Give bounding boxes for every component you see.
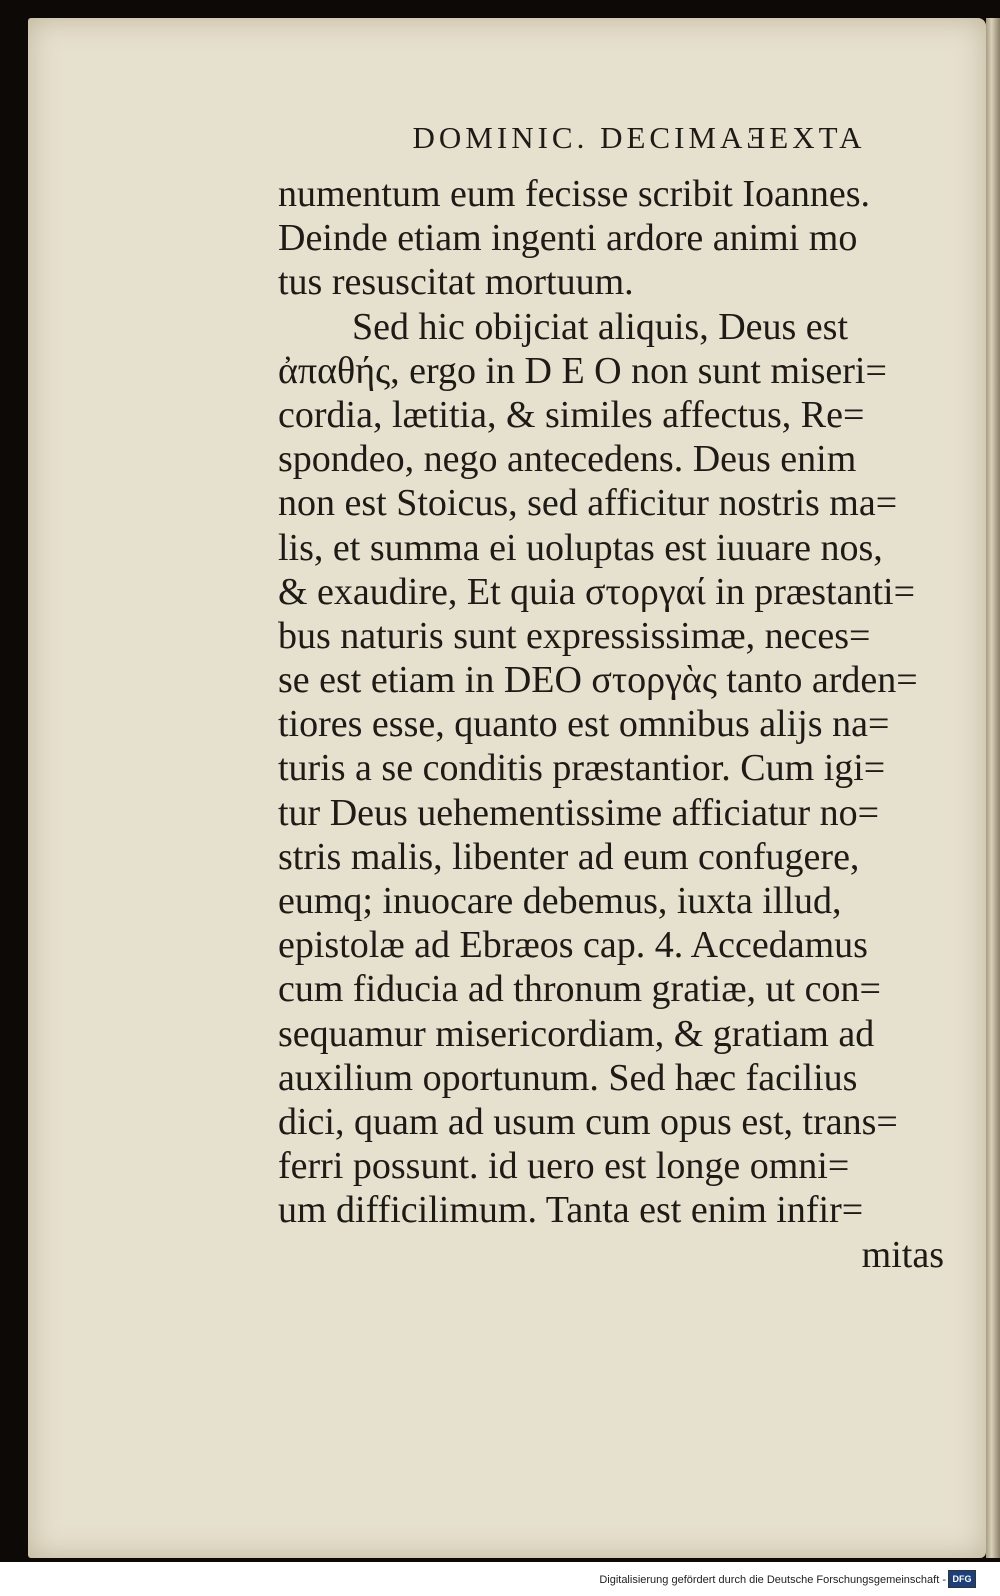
text-line-17: eumq; inuocare debemus, iuxta illud, (278, 880, 842, 922)
running-head: DOMINIC. DECIMAƎEXTA (412, 120, 866, 155)
text-line-20: sequamur misericordiam, & gratiam ad (278, 1012, 875, 1055)
footer-bar (0, 1562, 1000, 1596)
text-line-5: ἀπαθής, ergo in D E O non sunt miseri= (278, 349, 887, 392)
text-line-7: spondeo, nego antecedens. Deus enim (278, 438, 857, 481)
text-line-14: turis a se conditis præstantior. Cum igi= (278, 747, 886, 790)
text-line-16: stris malis, libenter ad eum confugere, (278, 835, 860, 878)
text-line-23: ferri possunt. id uero est longe omni= (278, 1145, 850, 1188)
text-line-3: tus resuscitat mortuum. (278, 261, 634, 304)
text-lines (278, 172, 958, 1277)
text-line-12: se est etiam in DEO στοργὰς tanto arden= (278, 659, 918, 702)
text-line-6: cordia, lætitia, & similes affectus, Re= (278, 393, 865, 436)
text-line-10: & exaudire, Et quia στοργαί in præstanti= (278, 570, 916, 613)
text-line-2: Deinde etiam ingenti ardore animi mo (278, 217, 858, 260)
text-line-9: lis, et summa ei uoluptas est iuuare nos, (278, 526, 883, 569)
page-edge (986, 18, 1000, 1558)
text-line-1: numentum eum fecisse scribit Ioannes. (278, 173, 871, 215)
funding-note: Digitalisierung gefördert durch die Deutsche Forschungsgemeinschaft - (599, 1574, 946, 1586)
text-line-11: bus naturis sunt expressissimæ, neces= (278, 614, 871, 657)
text-line-15: tur Deus uehementissime afficiatur no= (278, 791, 880, 834)
text-line-19: cum fiducia ad thronum gratiæ, ut con= (278, 968, 881, 1011)
dfg-logo-icon: DFG (948, 1570, 976, 1588)
text-line-4: Sed hic obijciat aliquis, Deus est (352, 305, 849, 348)
catchword: mitas (861, 1233, 944, 1276)
text-block (278, 108, 958, 1277)
text-line-8: non est Stoicus, sed afficitur nostris ma= (278, 482, 898, 525)
text-line-22: dici, quam ad usum cum opus est, trans= (278, 1100, 898, 1143)
text-line-24: um difficilimum. Tanta est enim infir= (278, 1189, 864, 1232)
text-line-21: auxilium oportunum. Sed hæc facilius (278, 1056, 858, 1099)
text-line-18: epistolæ ad Ebræos cap. 4. Accedamus (278, 924, 868, 967)
text-line-13: tiores esse, quanto est omnibus alijs na= (278, 703, 890, 746)
